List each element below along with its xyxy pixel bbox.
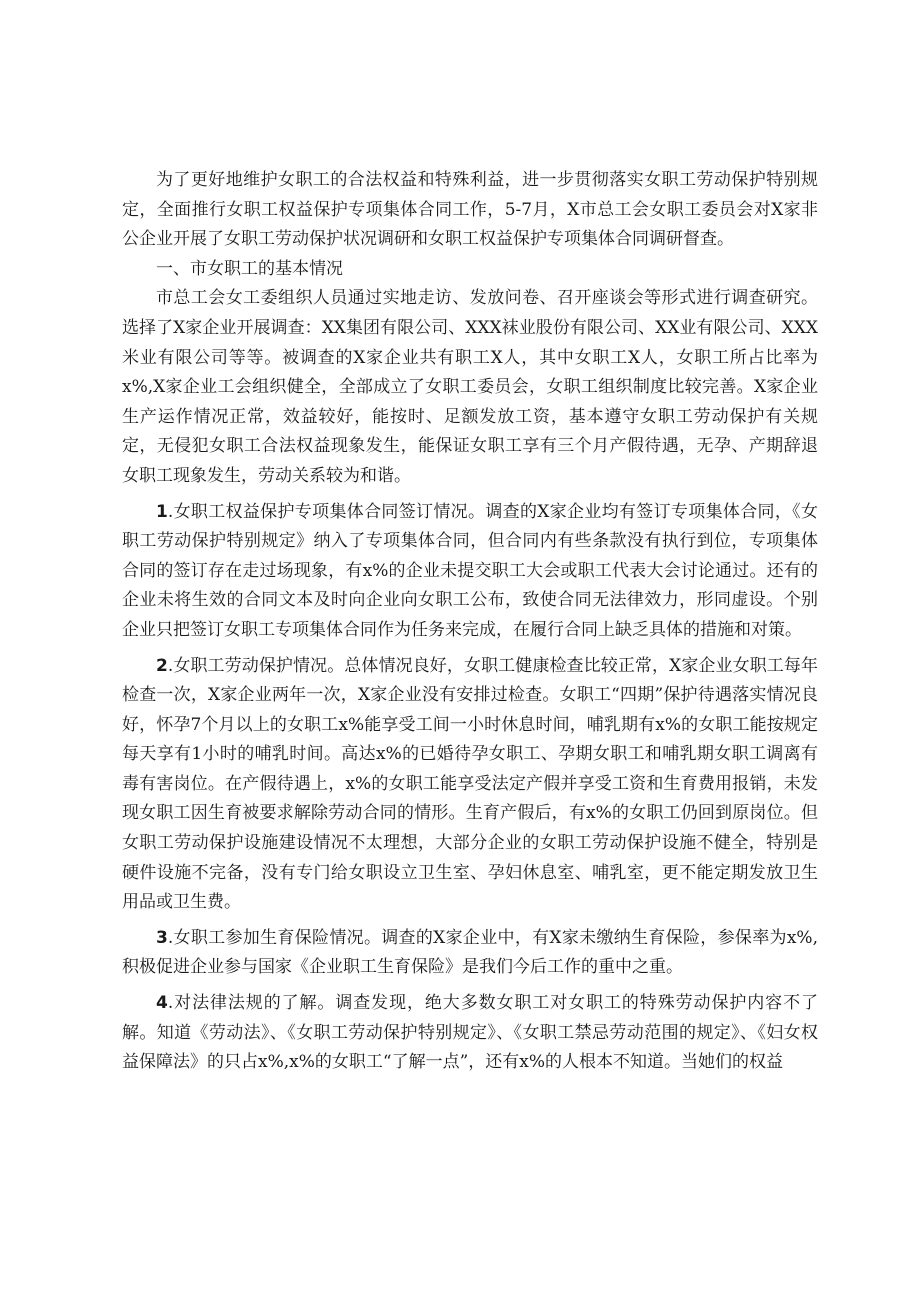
numbered-paragraph-3	[122, 924, 818, 983]
numbered-paragraph-4	[122, 989, 818, 1078]
intro-paragraph: 为了更好地维护女职工的合法权益和特殊利益，进一步贯彻落实女职工劳动保护特别规定，全面推行女职工权益保护专项集体合同工作，5-7月，X市总工会女职工委员会对X家非公企业开展了女职工劳动保护状况调研和女职工权益保护专项集体合同调研督查。	[122, 170, 818, 250]
section-heading: 一、市女职工的基本情况	[156, 258, 343, 279]
document-page	[122, 166, 818, 1078]
item-text: .女职工权益保护专项集体合同签订情况。调查的X家企业均有签订专项集体合同，《女职工劳动保护特别规定》纳入了专项集体合同，但合同内有些条款没有执行到位，专项集体合同的签订存在走过场现象，有x%的企业未提交职工大会或职工代表大会讨论通过。还有的企业未将生效的合同文本及时向企业向女职工公布，致使合同无法律效力，形同虚设。个别企业只把签订女职工专项集体合同作为任务来完成，在履行合同上缺乏具体的措施和对策。	[122, 501, 818, 640]
item-text: .对法律法规的了解。调查发现，绝大多数女职工对女职工的特殊劳动保护内容不了解。知道《劳动法》、《女职工劳动保护特别规定》、《女职工禁忌劳动范围的规定》、《妇女权益保障法》的只占x%,x%的女职工“了解一点”，还有x%的人根本不知道。当她们的权益	[122, 993, 818, 1073]
numbered-paragraph-2	[122, 652, 818, 918]
numbered-paragraph-1	[122, 498, 818, 646]
item-text: .女职工参加生育保险情况。调查的X家企业中，有X家未缴纳生育保险，参保率为x%,积极促进企业参与国家《企业职工生育保险》是我们今后工作的重中之重。	[122, 927, 818, 978]
section-body-paragraph: 市总工会女工委组织人员通过实地走访、发放问卷、召开座谈会等形式进行调查研究。选择了X家企业开展调查：XX集团有限公司、XXX袜业股份有限公司、XX业有限公司、XXX米业有限公司等等。被调查的X家企业共有职工X人，其中女职工X人，女职工所占比率为x%,X家企业工会组织健全，全部成立了女职工委员会，女职工组织制度比较完善。X家企业生产运作情况正常，效益较好，能按时、足额发放工资，基本遵守女职工劳动保护有关规定，无侵犯女职工合法权益现象发生，能保证女职工享有三个月产假待遇，无孕、产期辞退女职工现象发生，劳动关系较为和谐。	[122, 288, 818, 486]
item-number: 1	[156, 501, 168, 522]
item-number: 4	[156, 993, 168, 1014]
item-number: 3	[156, 927, 168, 948]
item-text: .女职工劳动保护情况。总体情况良好，女职工健康检查比较正常，X家企业女职工每年检查一次，X家企业两年一次，X家企业没有安排过检查。女职工“四期”保护待遇落实情况良好，怀孕7个月以上的女职工x%能享受工间一小时休息时间，哺乳期有x%的女职工能按规定每天享有1小时的哺乳时间。高达x%的已婚待孕女职工、孕期女职工和哺乳期女职工调离有毒有害岗位。在产假待遇上，x%的女职工能享受法定产假并享受工资和生育费用报销，未发现女职工因生育被要求解除劳动合同的情形。生育产假后，有x%的女职工仍回到原岗位。但女职工劳动保护设施建设情况不太理想，大部分企业的女职工劳动保护设施不健全，特别是硬件设施不完备，没有专门给女职设立卫生室、孕妇休息室、哺乳室，更不能定期发放卫生用品或卫生费。	[122, 655, 818, 913]
item-number: 2	[156, 655, 168, 676]
